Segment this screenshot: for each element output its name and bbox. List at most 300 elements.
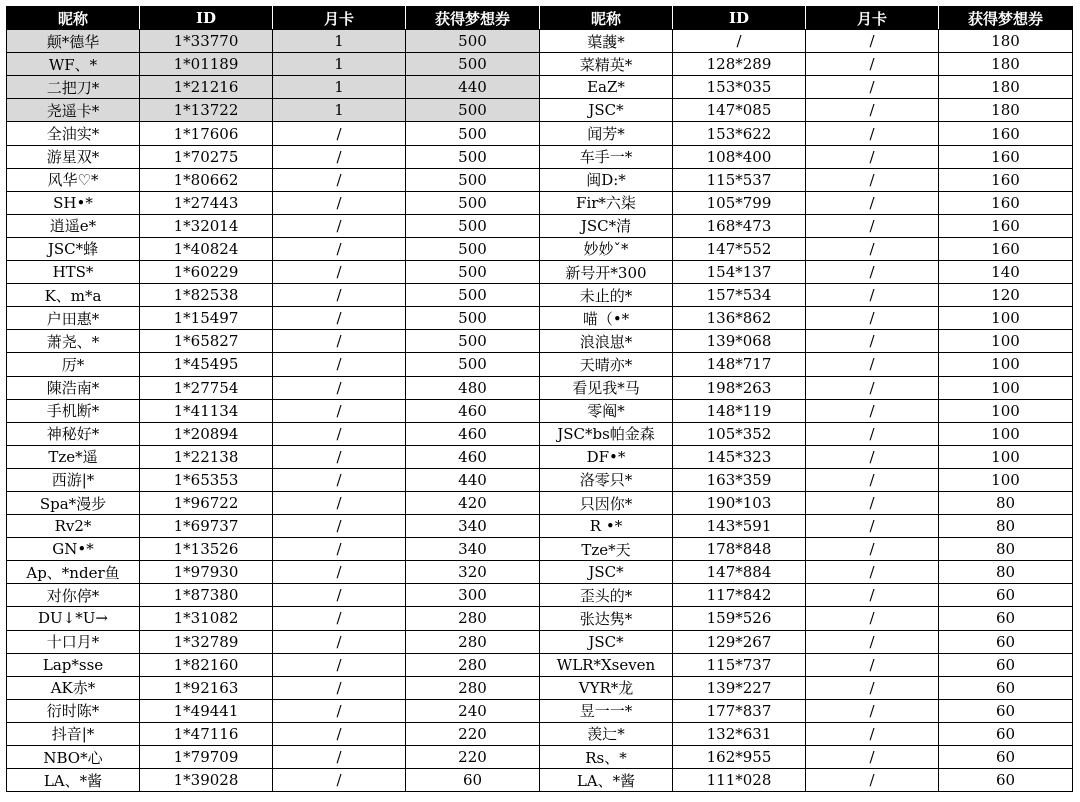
table-row bbox=[7, 468, 1073, 491]
nickname-cell: 洛零只* bbox=[540, 468, 673, 491]
id-cell: 147*552 bbox=[673, 237, 806, 260]
id-cell: 132*631 bbox=[673, 722, 806, 745]
monthly-card-cell: 1 bbox=[273, 99, 406, 122]
monthly-card-cell: / bbox=[806, 584, 939, 607]
dream-tickets-cell: 500 bbox=[406, 191, 540, 214]
nickname-cell: 户田惠* bbox=[7, 307, 140, 330]
monthly-card-cell: / bbox=[806, 769, 939, 792]
monthly-card-cell: / bbox=[806, 561, 939, 584]
monthly-card-cell: / bbox=[273, 214, 406, 237]
nickname-cell: 神秘好* bbox=[7, 422, 140, 445]
dream-tickets-cell: 500 bbox=[406, 99, 540, 122]
dream-tickets-cell: 80 bbox=[939, 515, 1073, 538]
nickname-cell: 陳浩南* bbox=[7, 376, 140, 399]
id-cell: 190*103 bbox=[673, 491, 806, 514]
nickname-cell: AK赤* bbox=[7, 676, 140, 699]
nickname-cell: 零阄* bbox=[540, 399, 673, 422]
dream-tickets-cell: 500 bbox=[406, 214, 540, 237]
table-row bbox=[7, 330, 1073, 353]
nickname-cell: Rv2* bbox=[7, 515, 140, 538]
table-row bbox=[7, 746, 1073, 769]
monthly-card-cell: / bbox=[806, 515, 939, 538]
nickname-cell: 昱一一* bbox=[540, 699, 673, 722]
nickname-cell: 只因你* bbox=[540, 491, 673, 514]
id-cell: 1*32014 bbox=[140, 214, 273, 237]
id-cell: 162*955 bbox=[673, 746, 806, 769]
dream-tickets-cell: 180 bbox=[939, 99, 1073, 122]
monthly-card-cell: / bbox=[806, 653, 939, 676]
monthly-card-cell: / bbox=[273, 353, 406, 376]
monthly-card-cell: / bbox=[806, 261, 939, 284]
dream-tickets-cell: 500 bbox=[406, 330, 540, 353]
dream-tickets-cell: 80 bbox=[939, 538, 1073, 561]
dream-tickets-cell: 160 bbox=[939, 214, 1073, 237]
nickname-cell: K、m*a bbox=[7, 284, 140, 307]
id-cell: 1*70275 bbox=[140, 145, 273, 168]
id-cell: 129*267 bbox=[673, 630, 806, 653]
id-cell: 1*40824 bbox=[140, 237, 273, 260]
nickname-cell: 闻芳* bbox=[540, 122, 673, 145]
id-cell: 159*526 bbox=[673, 607, 806, 630]
table-row bbox=[7, 630, 1073, 653]
monthly-card-cell: / bbox=[806, 30, 939, 53]
monthly-card-cell: / bbox=[273, 722, 406, 745]
nickname-cell: 十口月* bbox=[7, 630, 140, 653]
monthly-card-cell: / bbox=[273, 284, 406, 307]
id-cell: 1*27754 bbox=[140, 376, 273, 399]
nickname-cell: DF•* bbox=[540, 445, 673, 468]
dream-tickets-cell: 500 bbox=[406, 353, 540, 376]
monthly-card-cell: / bbox=[273, 468, 406, 491]
monthly-card-cell: / bbox=[806, 607, 939, 630]
id-cell: 1*82538 bbox=[140, 284, 273, 307]
id-cell: 1*01189 bbox=[140, 53, 273, 76]
dream-tickets-cell: 80 bbox=[939, 491, 1073, 514]
dream-tickets-cell: 60 bbox=[939, 699, 1073, 722]
dream-tickets-cell: 460 bbox=[406, 445, 540, 468]
table-row bbox=[7, 307, 1073, 330]
monthly-card-cell: / bbox=[273, 699, 406, 722]
id-cell: 1*32789 bbox=[140, 630, 273, 653]
id-cell: 1*96722 bbox=[140, 491, 273, 514]
monthly-card-cell: / bbox=[806, 76, 939, 99]
dream-tickets-cell: 460 bbox=[406, 422, 540, 445]
nickname-cell: 未止的* bbox=[540, 284, 673, 307]
id-cell: 115*737 bbox=[673, 653, 806, 676]
id-cell: 153*622 bbox=[673, 122, 806, 145]
monthly-card-cell: / bbox=[806, 699, 939, 722]
dream-tickets-cell: 100 bbox=[939, 445, 1073, 468]
id-cell: 1*65827 bbox=[140, 330, 273, 353]
monthly-card-cell: / bbox=[273, 584, 406, 607]
id-cell: 105*799 bbox=[673, 191, 806, 214]
dream-tickets-cell: 460 bbox=[406, 399, 540, 422]
nickname-cell: JSC* bbox=[540, 561, 673, 584]
nickname-cell: 逍遥e* bbox=[7, 214, 140, 237]
dream-tickets-cell: 500 bbox=[406, 237, 540, 260]
dream-tickets-cell: 80 bbox=[939, 561, 1073, 584]
header-id: ID bbox=[673, 7, 806, 30]
table-row bbox=[7, 491, 1073, 514]
nickname-cell: 妙妙ˇ* bbox=[540, 237, 673, 260]
id-cell: 147*884 bbox=[673, 561, 806, 584]
dream-tickets-cell: 340 bbox=[406, 538, 540, 561]
monthly-card-cell: / bbox=[273, 376, 406, 399]
table-row bbox=[7, 168, 1073, 191]
nickname-cell: 新号开*300 bbox=[540, 261, 673, 284]
dream-tickets-cell: 60 bbox=[939, 653, 1073, 676]
id-cell: 163*359 bbox=[673, 468, 806, 491]
dream-tickets-cell: 60 bbox=[939, 769, 1073, 792]
nickname-cell: 颠*德华 bbox=[7, 30, 140, 53]
dream-tickets-cell: 60 bbox=[939, 630, 1073, 653]
nickname-cell: WF、* bbox=[7, 53, 140, 76]
dream-tickets-cell: 320 bbox=[406, 561, 540, 584]
table-row bbox=[7, 515, 1073, 538]
monthly-card-cell: / bbox=[806, 722, 939, 745]
monthly-card-cell: / bbox=[806, 630, 939, 653]
id-cell: 1*97930 bbox=[140, 561, 273, 584]
monthly-card-cell: / bbox=[806, 191, 939, 214]
nickname-cell: 西游|* bbox=[7, 468, 140, 491]
monthly-card-cell: / bbox=[273, 445, 406, 468]
nickname-cell: 菜精英* bbox=[540, 53, 673, 76]
id-cell: 139*227 bbox=[673, 676, 806, 699]
id-cell: 1*65353 bbox=[140, 468, 273, 491]
nickname-cell: JSC*蜂 bbox=[7, 237, 140, 260]
nickname-cell: JSC*bs帕金森 bbox=[540, 422, 673, 445]
table-row bbox=[7, 237, 1073, 260]
nickname-cell: 萧尧、* bbox=[7, 330, 140, 353]
dream-tickets-cell: 100 bbox=[939, 376, 1073, 399]
nickname-cell: 手机断* bbox=[7, 399, 140, 422]
id-cell: 111*028 bbox=[673, 769, 806, 792]
nickname-cell: JSC* bbox=[540, 630, 673, 653]
id-cell: 128*289 bbox=[673, 53, 806, 76]
table-row bbox=[7, 261, 1073, 284]
nickname-cell: 抖音|* bbox=[7, 722, 140, 745]
table-row bbox=[7, 561, 1073, 584]
dream-tickets-cell: 480 bbox=[406, 376, 540, 399]
header-monthly-card: 月卡 bbox=[273, 7, 406, 30]
nickname-cell: 浪浪崽* bbox=[540, 330, 673, 353]
id-cell: 157*534 bbox=[673, 284, 806, 307]
table-row bbox=[7, 722, 1073, 745]
id-cell: 1*87380 bbox=[140, 584, 273, 607]
id-cell: 145*323 bbox=[673, 445, 806, 468]
id-cell: 1*49441 bbox=[140, 699, 273, 722]
table-row bbox=[7, 699, 1073, 722]
header-nickname: 昵称 bbox=[7, 7, 140, 30]
monthly-card-cell: / bbox=[273, 261, 406, 284]
dream-tickets-cell: 180 bbox=[939, 30, 1073, 53]
monthly-card-cell: / bbox=[806, 468, 939, 491]
nickname-cell: SH•* bbox=[7, 191, 140, 214]
id-cell: / bbox=[673, 30, 806, 53]
dream-tickets-cell: 100 bbox=[939, 422, 1073, 445]
monthly-card-cell: / bbox=[273, 422, 406, 445]
table-row bbox=[7, 191, 1073, 214]
monthly-card-cell: / bbox=[806, 538, 939, 561]
monthly-card-cell: / bbox=[806, 445, 939, 468]
dream-tickets-cell: 160 bbox=[939, 122, 1073, 145]
table-row bbox=[7, 584, 1073, 607]
header-nickname: 昵称 bbox=[540, 7, 673, 30]
id-cell: 1*27443 bbox=[140, 191, 273, 214]
monthly-card-cell: / bbox=[806, 122, 939, 145]
dream-tickets-cell: 500 bbox=[406, 122, 540, 145]
dream-tickets-cell: 160 bbox=[939, 237, 1073, 260]
nickname-cell: 游星双* bbox=[7, 145, 140, 168]
nickname-cell: JSC*清 bbox=[540, 214, 673, 237]
table-row bbox=[7, 538, 1073, 561]
monthly-card-cell: / bbox=[273, 653, 406, 676]
monthly-card-cell: / bbox=[273, 491, 406, 514]
table-row bbox=[7, 653, 1073, 676]
dream-tickets-cell: 160 bbox=[939, 168, 1073, 191]
id-cell: 117*842 bbox=[673, 584, 806, 607]
nickname-cell: 厉* bbox=[7, 353, 140, 376]
table-row bbox=[7, 214, 1073, 237]
dream-tickets-cell: 60 bbox=[939, 584, 1073, 607]
dream-tickets-cell: 220 bbox=[406, 746, 540, 769]
dream-tickets-cell: 440 bbox=[406, 468, 540, 491]
dream-tickets-cell: 500 bbox=[406, 261, 540, 284]
nickname-cell: EaZ* bbox=[540, 76, 673, 99]
id-cell: 1*60229 bbox=[140, 261, 273, 284]
monthly-card-cell: / bbox=[273, 330, 406, 353]
nickname-cell: R •* bbox=[540, 515, 673, 538]
id-cell: 1*79709 bbox=[140, 746, 273, 769]
monthly-card-cell: 1 bbox=[273, 76, 406, 99]
id-cell: 168*473 bbox=[673, 214, 806, 237]
table-row bbox=[7, 284, 1073, 307]
nickname-cell: 全油实* bbox=[7, 122, 140, 145]
id-cell: 1*15497 bbox=[140, 307, 273, 330]
dream-tickets-cell: 500 bbox=[406, 145, 540, 168]
table-row bbox=[7, 53, 1073, 76]
monthly-card-cell: 1 bbox=[273, 30, 406, 53]
dream-tickets-cell: 160 bbox=[939, 191, 1073, 214]
dream-tickets-cell: 500 bbox=[406, 168, 540, 191]
monthly-card-cell: / bbox=[806, 353, 939, 376]
monthly-card-cell: / bbox=[806, 168, 939, 191]
dream-tickets-cell: 500 bbox=[406, 307, 540, 330]
id-cell: 139*068 bbox=[673, 330, 806, 353]
header-dream-tickets: 获得梦想券 bbox=[939, 7, 1073, 30]
nickname-cell: Rs、* bbox=[540, 746, 673, 769]
dream-tickets-cell: 280 bbox=[406, 676, 540, 699]
dream-tickets-cell: 280 bbox=[406, 653, 540, 676]
id-cell: 115*537 bbox=[673, 168, 806, 191]
monthly-card-cell: / bbox=[806, 237, 939, 260]
nickname-cell: Tze*天 bbox=[540, 538, 673, 561]
nickname-cell: DU↓*U→ bbox=[7, 607, 140, 630]
id-cell: 1*80662 bbox=[140, 168, 273, 191]
dream-tickets-cell: 60 bbox=[939, 722, 1073, 745]
dream-tickets-cell: 140 bbox=[939, 261, 1073, 284]
nickname-cell: 衍时陈* bbox=[7, 699, 140, 722]
monthly-card-cell: / bbox=[806, 399, 939, 422]
table-row bbox=[7, 607, 1073, 630]
nickname-cell: 闽D:* bbox=[540, 168, 673, 191]
id-cell: 136*862 bbox=[673, 307, 806, 330]
table-row bbox=[7, 676, 1073, 699]
id-cell: 198*263 bbox=[673, 376, 806, 399]
dream-tickets-cell: 100 bbox=[939, 330, 1073, 353]
nickname-cell: LA、*酱 bbox=[7, 769, 140, 792]
dream-tickets-cell: 60 bbox=[939, 746, 1073, 769]
nickname-cell: LA、*酱 bbox=[540, 769, 673, 792]
id-cell: 178*848 bbox=[673, 538, 806, 561]
table-row bbox=[7, 30, 1073, 53]
id-cell: 105*352 bbox=[673, 422, 806, 445]
header-monthly-card: 月卡 bbox=[806, 7, 939, 30]
table-row bbox=[7, 445, 1073, 468]
nickname-cell: Ap、*nder鱼 bbox=[7, 561, 140, 584]
id-cell: 1*41134 bbox=[140, 399, 273, 422]
table-row bbox=[7, 99, 1073, 122]
id-cell: 1*21216 bbox=[140, 76, 273, 99]
table-row bbox=[7, 145, 1073, 168]
id-cell: 1*22138 bbox=[140, 445, 273, 468]
monthly-card-cell: / bbox=[806, 676, 939, 699]
dream-tickets-cell: 60 bbox=[939, 607, 1073, 630]
header-id: ID bbox=[140, 7, 273, 30]
id-cell: 143*591 bbox=[673, 515, 806, 538]
dream-tickets-cell: 60 bbox=[406, 769, 540, 792]
monthly-card-cell: / bbox=[273, 191, 406, 214]
dream-tickets-cell: 160 bbox=[939, 145, 1073, 168]
nickname-cell: Lap*sse bbox=[7, 653, 140, 676]
nickname-cell: JSC* bbox=[540, 99, 673, 122]
table-row bbox=[7, 399, 1073, 422]
monthly-card-cell: / bbox=[806, 491, 939, 514]
id-cell: 1*33770 bbox=[140, 30, 273, 53]
table-row bbox=[7, 769, 1073, 792]
monthly-card-cell: / bbox=[806, 99, 939, 122]
id-cell: 1*39028 bbox=[140, 769, 273, 792]
monthly-card-cell: / bbox=[273, 769, 406, 792]
id-cell: 108*400 bbox=[673, 145, 806, 168]
monthly-card-cell: / bbox=[273, 676, 406, 699]
id-cell: 1*45495 bbox=[140, 353, 273, 376]
dream-tickets-cell: 100 bbox=[939, 399, 1073, 422]
dream-tickets-cell: 180 bbox=[939, 76, 1073, 99]
id-cell: 1*20894 bbox=[140, 422, 273, 445]
monthly-card-cell: / bbox=[273, 515, 406, 538]
monthly-card-cell: 1 bbox=[273, 53, 406, 76]
monthly-card-cell: / bbox=[806, 330, 939, 353]
id-cell: 1*47116 bbox=[140, 722, 273, 745]
dream-tickets-cell: 220 bbox=[406, 722, 540, 745]
monthly-card-cell: / bbox=[806, 214, 939, 237]
monthly-card-cell: / bbox=[273, 746, 406, 769]
dream-tickets-cell: 500 bbox=[406, 53, 540, 76]
monthly-card-cell: / bbox=[806, 376, 939, 399]
id-cell: 177*837 bbox=[673, 699, 806, 722]
id-cell: 1*13526 bbox=[140, 538, 273, 561]
table-body bbox=[7, 30, 1073, 792]
id-cell: 148*717 bbox=[673, 353, 806, 376]
nickname-cell: WLR*Xseven bbox=[540, 653, 673, 676]
nickname-cell: 羡辷* bbox=[540, 722, 673, 745]
nickname-cell: 喵（•* bbox=[540, 307, 673, 330]
nickname-cell: HTS* bbox=[7, 261, 140, 284]
dream-tickets-cell: 440 bbox=[406, 76, 540, 99]
dream-tickets-cell: 120 bbox=[939, 284, 1073, 307]
dream-tickets-cell: 500 bbox=[406, 30, 540, 53]
table-row bbox=[7, 122, 1073, 145]
dream-tickets-cell: 280 bbox=[406, 607, 540, 630]
id-cell: 147*085 bbox=[673, 99, 806, 122]
id-cell: 1*82160 bbox=[140, 653, 273, 676]
table-row bbox=[7, 376, 1073, 399]
nickname-cell: Tze*遥 bbox=[7, 445, 140, 468]
nickname-cell: Fir*六柒 bbox=[540, 191, 673, 214]
monthly-card-cell: / bbox=[273, 168, 406, 191]
dream-tickets-cell: 100 bbox=[939, 353, 1073, 376]
nickname-cell: 蕖䕶* bbox=[540, 30, 673, 53]
nickname-cell: 看见我*马 bbox=[540, 376, 673, 399]
id-cell: 1*31082 bbox=[140, 607, 273, 630]
nickname-cell: NBO*心 bbox=[7, 746, 140, 769]
table-row bbox=[7, 353, 1073, 376]
header-dream-tickets: 获得梦想券 bbox=[406, 7, 540, 30]
dream-tickets-cell: 500 bbox=[406, 284, 540, 307]
monthly-card-cell: / bbox=[273, 145, 406, 168]
id-cell: 153*035 bbox=[673, 76, 806, 99]
dream-tickets-cell: 420 bbox=[406, 491, 540, 514]
monthly-card-cell: / bbox=[273, 122, 406, 145]
nickname-cell: 二把刀* bbox=[7, 76, 140, 99]
id-cell: 1*17606 bbox=[140, 122, 273, 145]
id-cell: 1*92163 bbox=[140, 676, 273, 699]
monthly-card-cell: / bbox=[273, 561, 406, 584]
dream-tickets-cell: 100 bbox=[939, 307, 1073, 330]
nickname-cell: 歪头的* bbox=[540, 584, 673, 607]
dream-tickets-cell: 180 bbox=[939, 53, 1073, 76]
monthly-card-cell: / bbox=[273, 307, 406, 330]
monthly-card-cell: / bbox=[273, 237, 406, 260]
nickname-cell: VYR*龙 bbox=[540, 676, 673, 699]
monthly-card-cell: / bbox=[273, 399, 406, 422]
id-cell: 1*13722 bbox=[140, 99, 273, 122]
nickname-cell: 尧遥卡* bbox=[7, 99, 140, 122]
dream-tickets-cell: 100 bbox=[939, 468, 1073, 491]
monthly-card-cell: / bbox=[806, 145, 939, 168]
id-cell: 154*137 bbox=[673, 261, 806, 284]
nickname-cell: 车手一* bbox=[540, 145, 673, 168]
monthly-card-cell: / bbox=[273, 607, 406, 630]
nickname-cell: 天晴亦* bbox=[540, 353, 673, 376]
nickname-cell: 风华♡* bbox=[7, 168, 140, 191]
monthly-card-cell: / bbox=[273, 538, 406, 561]
monthly-card-cell: / bbox=[273, 630, 406, 653]
monthly-card-cell: / bbox=[806, 284, 939, 307]
monthly-card-cell: / bbox=[806, 746, 939, 769]
monthly-card-cell: / bbox=[806, 307, 939, 330]
table-row bbox=[7, 76, 1073, 99]
nickname-cell: 对你停* bbox=[7, 584, 140, 607]
dream-tickets-cell: 240 bbox=[406, 699, 540, 722]
nickname-cell: GN•* bbox=[7, 538, 140, 561]
header-row bbox=[7, 7, 1073, 30]
table-row bbox=[7, 422, 1073, 445]
dream-tickets-cell: 280 bbox=[406, 630, 540, 653]
id-cell: 148*119 bbox=[673, 399, 806, 422]
dream-tickets-cell: 60 bbox=[939, 676, 1073, 699]
